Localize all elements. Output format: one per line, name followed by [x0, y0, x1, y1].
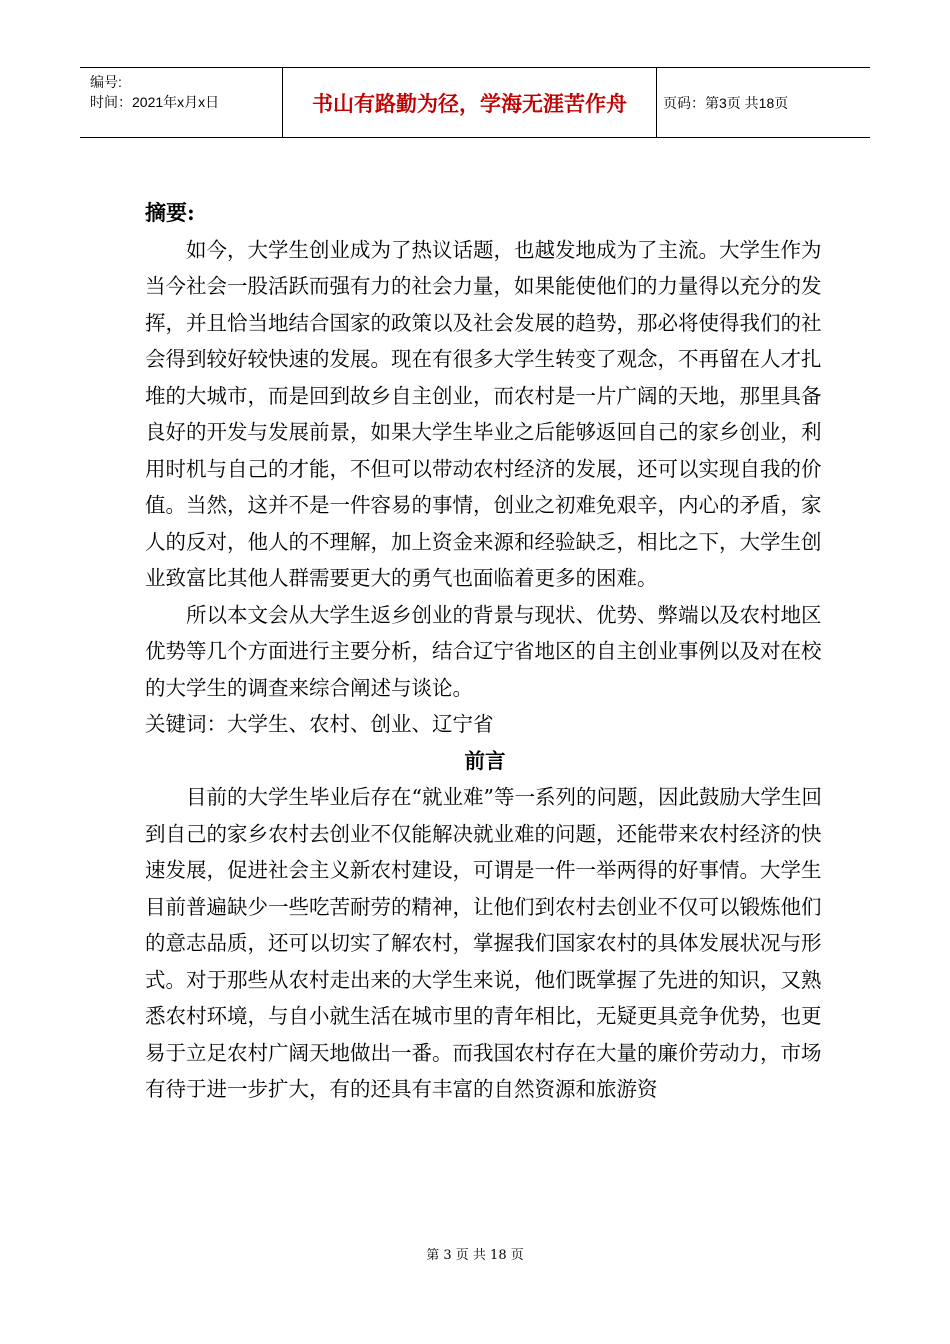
header-meta	[80, 68, 283, 137]
preface-paragraph: 目前的大学生毕业后存在“就业难”等一系列的问题，因此鼓励大学生回到自己的家乡农村去创业不仅能解决就业难的问题，还能带来农村经济的快速发展，促进社会主义新农村建设，可谓是一件一举两得的好事情。大学生目前普遍缺少一些吃苦耐劳的精神，让他们到农村去创业不仅可以锻炼他们的意志品质，还可以切实了解农村，掌握我们国家农村的具体发展状况与形式。对于那些从农村走出来的大学生来说，他们既掌握了先进的知识，又熟悉农村环境，与自小就生活在城市里的青年相比，无疑更具竞争优势，也更易于立足农村广阔天地做出一番。而我国农村存在大量的廉价劳动力，市场有待于进一步扩大，有的还具有丰富的自然资源和旅游资	[145, 785, 822, 1101]
abstract-paragraph-2: 所以本文会从大学生返乡创业的背景与现状、优势、弊端以及农村地区优势等几个方面进行主要分析，结合辽宁省地区的自主创业事例以及对在校的大学生的调查来综合阐述与谈论。	[145, 602, 822, 700]
page-footer: 第 3 页 共 18 页	[426, 1248, 524, 1263]
header-motto: 书山有路勤为径，学海无涯苦作舟	[283, 68, 657, 137]
preface-title: 前言	[464, 748, 506, 773]
document-body	[145, 195, 825, 1108]
abstract-title: 摘要:	[145, 200, 195, 225]
time-label: 时间：2021年x月x日	[90, 94, 220, 110]
header-page-info: 页码：第3页 共18页	[663, 94, 789, 111]
number-label: 编号:	[90, 74, 122, 90]
keywords: 关键词：大学生、农村、创业、辽宁省	[145, 712, 494, 736]
page-header	[80, 67, 870, 138]
abstract-paragraph-1: 如今，大学生创业成为了热议话题，也越发地成为了主流。大学生作为当今社会一股活跃而强有力的社会力量，如果能使他们的力量得以充分的发挥，并且恰当地结合国家的政策以及社会发展的趋势，那必将使得我们的社会得到较好较快速的发展。现在有很多大学生转变了观念，不再留在人才扎堆的大城市，而是回到故乡自主创业，而农村是一片广阔的天地，那里具备良好的开发与发展前景，如果大学生毕业之后能够返回自己的家乡创业，利用时机与自己的才能，不但可以带动农村经济的发展，还可以实现自我的价值。当然，这并不是一件容易的事情，创业之初难免艰辛，内心的矛盾，家人的反对，他人的不理解，加上资金来源和经验缺乏，相比之下，大学生创业致富比其他人群需要更大的勇气也面临着更多的困难。	[145, 237, 822, 590]
